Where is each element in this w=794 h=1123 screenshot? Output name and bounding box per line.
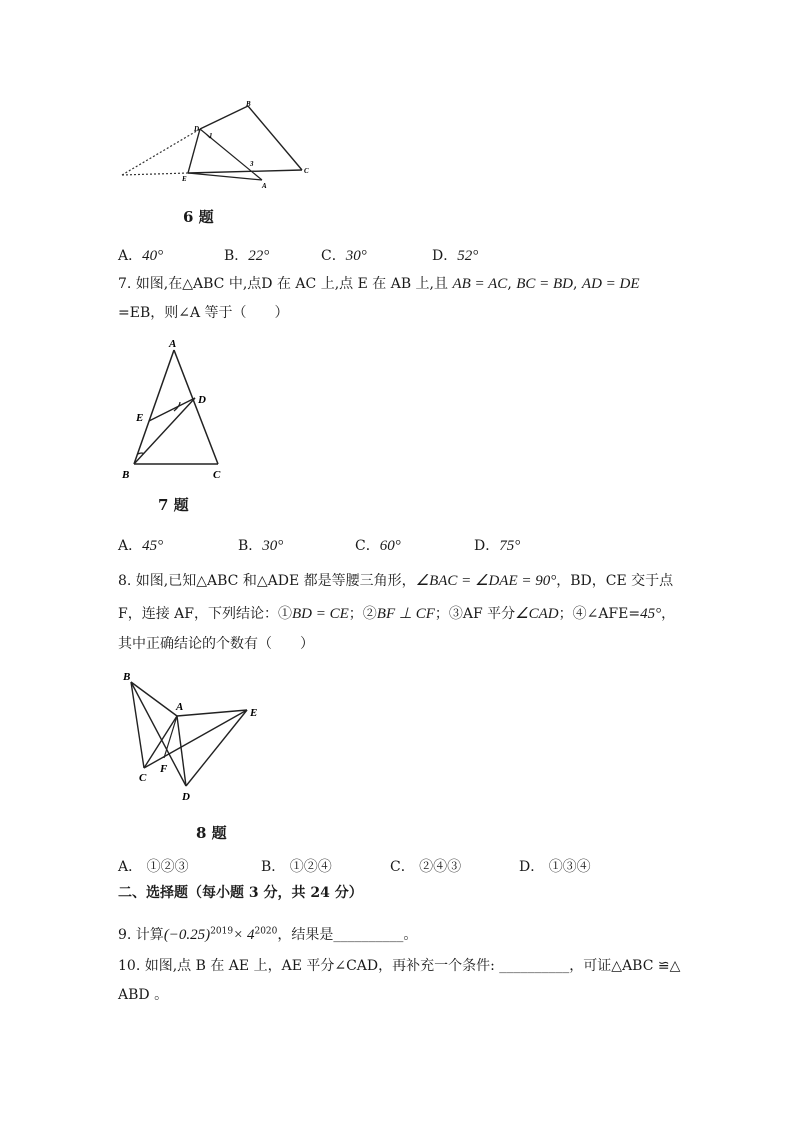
figure-6-caption: 6 题 <box>183 208 214 226</box>
q7-option-a: A．45° <box>118 538 164 554</box>
fig8-label-B: B <box>123 671 131 683</box>
q7-option-c: C．60° <box>355 538 401 554</box>
fig7-side-AC <box>174 350 218 464</box>
fig7-label-A: A <box>169 338 177 350</box>
q7-stem-line1: 7. 如图,在△ABC 中,点D 在 AC 上,点 E 在 AB 上,且 AB = AC, BC = BD, AD = DE <box>118 276 640 292</box>
q8-stem-line3: 其中正确结论的个数有（ ） <box>118 636 314 652</box>
fig8-label-A: A <box>176 701 184 713</box>
figure-8 <box>118 664 270 808</box>
fig6-label-D: D <box>194 125 200 133</box>
q8-option-d: D． ①③④ <box>519 859 591 875</box>
q6-option-c: C．30° <box>321 248 367 264</box>
q6-option-b: B．22° <box>224 248 270 264</box>
fig8-line-BA <box>131 682 177 716</box>
q8-option-b: B． ①②④ <box>261 859 332 875</box>
fig8-label-C: C <box>139 772 147 784</box>
q10-stem-line1: 10. 如图,点 B 在 AE 上，AE 平分∠CAD，再补充一个条件: __________，可证△ABC ≌△ <box>118 958 681 974</box>
q7-option-d: D．75° <box>474 538 521 554</box>
fig8-line-AE <box>177 710 247 716</box>
section-2-heading: 二、选择题（每小题 3 分，共 24 分） <box>118 885 363 901</box>
q9-stem: 9. 计算$(-0.25)^{2019}\times 4^{2020}$，结果是__________。 <box>118 926 418 943</box>
fig6-label-E: E <box>182 175 187 183</box>
fig6-label-C: C <box>304 167 309 175</box>
fig8-line-CE <box>144 710 247 768</box>
fig6-line-DE <box>188 129 200 173</box>
figure-8-caption: 8 题 <box>196 824 227 842</box>
figure-7-caption: 7 题 <box>158 496 189 514</box>
fig6-label-A: A <box>262 182 267 190</box>
fig6-line-EC <box>188 170 302 173</box>
fig7-label-E: E <box>136 412 144 424</box>
fig6-line-EA <box>188 173 262 180</box>
q6-option-a: A．40° <box>118 248 164 264</box>
q10-stem-line2: ABD 。 <box>118 987 169 1003</box>
fig8-label-F: F <box>160 763 168 775</box>
q8-option-c: C． ②④③ <box>390 859 462 875</box>
fig6-dotted-line <box>122 129 200 175</box>
fig7-label-C: C <box>213 469 221 481</box>
fig6-label-3: 3 <box>250 160 254 168</box>
fig8-line-AF <box>164 716 177 758</box>
fig8-label-E: E <box>250 707 258 719</box>
fig8-label-D: D <box>182 791 190 803</box>
q6-option-d: D．52° <box>432 248 479 264</box>
fig6-line-BC <box>248 106 302 170</box>
q7-stem-line2: =EB，则∠A 等于（ ） <box>118 305 289 321</box>
fig6-label-1: 1 <box>209 132 213 140</box>
figure-7 <box>118 336 238 484</box>
q8-stem-line1: 8. 如图,已知△ABC 和△ADE 都是等腰三角形，∠BAC = ∠DAE = 90°，BD，CE 交于点 <box>118 573 674 589</box>
figure-6 <box>118 98 318 194</box>
fig6-line-DB <box>200 106 248 129</box>
fig6-label-B: B <box>246 100 251 108</box>
fig7-label-B: B <box>122 469 130 481</box>
q8-stem-line2: F，连接 AF，下列结论：①BD = CE；②BF ⊥ CF；③AF 平分∠CAD；④∠AFE=45°， <box>118 606 676 622</box>
fig7-label-D: D <box>198 394 206 406</box>
q8-option-a: A． ①②③ <box>118 859 189 875</box>
fig8-line-AD <box>177 716 186 786</box>
fig8-line-DE <box>186 710 247 786</box>
q7-option-b: B．30° <box>238 538 284 554</box>
fig7-side-AB <box>134 350 174 464</box>
